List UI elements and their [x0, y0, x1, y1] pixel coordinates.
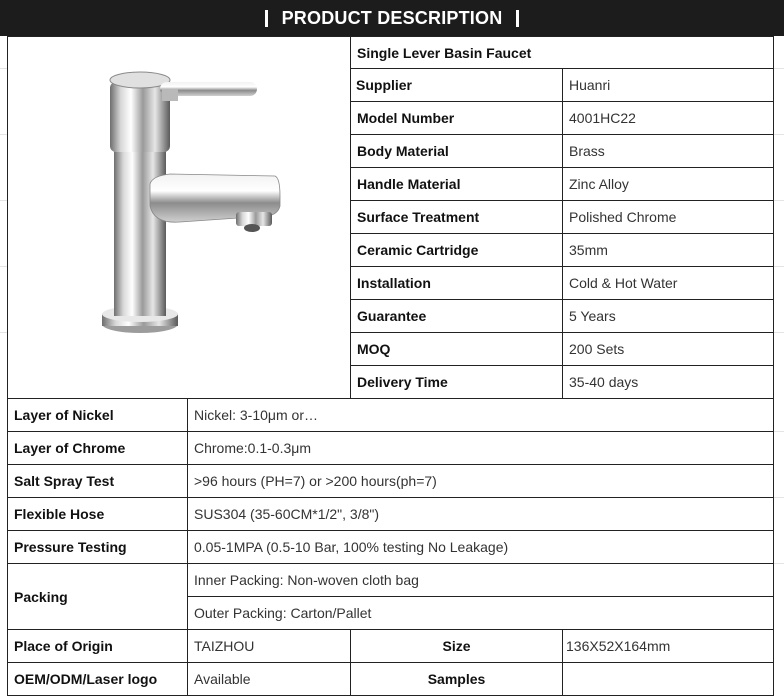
- spec-label-model-number: Model Number: [357, 110, 455, 126]
- divider-left: [265, 10, 268, 27]
- spec-label-supplier: Supplier: [356, 77, 413, 93]
- packing-inner: Inner Packing: Non-woven cloth bag: [194, 572, 419, 588]
- oem-label: OEM/ODM/Laser logo: [14, 671, 158, 687]
- detail-label-nickel: Layer of Nickel: [14, 407, 114, 423]
- detail-label-pressure-testing: Pressure Testing: [14, 539, 127, 555]
- origin-label: Place of Origin: [14, 638, 113, 654]
- detail-label-chrome: Layer of Chrome: [14, 440, 126, 456]
- size-value: 136X52X164mm: [566, 638, 671, 654]
- detail-value-flexible-hose: SUS304 (35-60CM*1/2", 3/8"): [194, 506, 380, 522]
- page-header: [0, 0, 784, 36]
- spec-label-delivery-time: Delivery Time: [357, 374, 448, 390]
- size-label: Size: [442, 638, 471, 654]
- product-name: Single Lever Basin Faucet: [357, 44, 532, 61]
- detail-value-nickel: Nickel: 3-10μm or…: [194, 407, 318, 423]
- detail-label-flexible-hose: Flexible Hose: [14, 506, 105, 522]
- spec-label-surface-treatment: Surface Treatment: [357, 209, 480, 225]
- detail-label-salt-spray: Salt Spray Test: [14, 473, 115, 489]
- spec-label-moq: MOQ: [357, 341, 391, 357]
- spec-value-surface-treatment: Polished Chrome: [569, 209, 677, 225]
- spec-value-handle-material: Zinc Alloy: [569, 176, 629, 192]
- spec-value-installation: Cold & Hot Water: [569, 275, 678, 291]
- detail-value-pressure-testing: 0.05-1MPA (0.5-10 Bar, 100% testing No Leakage): [194, 539, 509, 555]
- oem-value: Available: [194, 671, 251, 687]
- spec-value-ceramic-cartridge: 35mm: [569, 242, 608, 258]
- spec-value-moq: 200 Sets: [569, 341, 625, 357]
- origin-value: TAIZHOU: [194, 638, 255, 654]
- spec-label-handle-material: Handle Material: [357, 176, 461, 192]
- spec-label-installation: Installation: [357, 275, 431, 291]
- samples-label: Samples: [427, 671, 486, 687]
- spec-label-body-material: Body Material: [357, 143, 449, 159]
- spec-value-body-material: Brass: [569, 143, 605, 159]
- page-title: PRODUCT DESCRIPTION: [281, 7, 503, 28]
- detail-value-chrome: Chrome:0.1-0.3μm: [194, 440, 311, 456]
- packing-label: Packing: [14, 588, 68, 605]
- spec-value-delivery-time: 35-40 days: [569, 374, 639, 390]
- spec-value-model-number: 4001HC22: [569, 110, 636, 126]
- spec-label-ceramic-cartridge: Ceramic Cartridge: [357, 242, 479, 258]
- spec-value-supplier: Huanri: [569, 77, 611, 93]
- packing-outer: Outer Packing: Carton/Pallet: [194, 605, 372, 621]
- samples-value: [566, 663, 766, 695]
- spec-value-guarantee: 5 Years: [569, 308, 616, 324]
- detail-value-salt-spray: >96 hours (PH=7) or >200 hours(ph=7): [194, 473, 437, 489]
- spec-label-guarantee: Guarantee: [357, 308, 427, 324]
- divider-right: [516, 10, 519, 27]
- faucet-image: [40, 56, 300, 346]
